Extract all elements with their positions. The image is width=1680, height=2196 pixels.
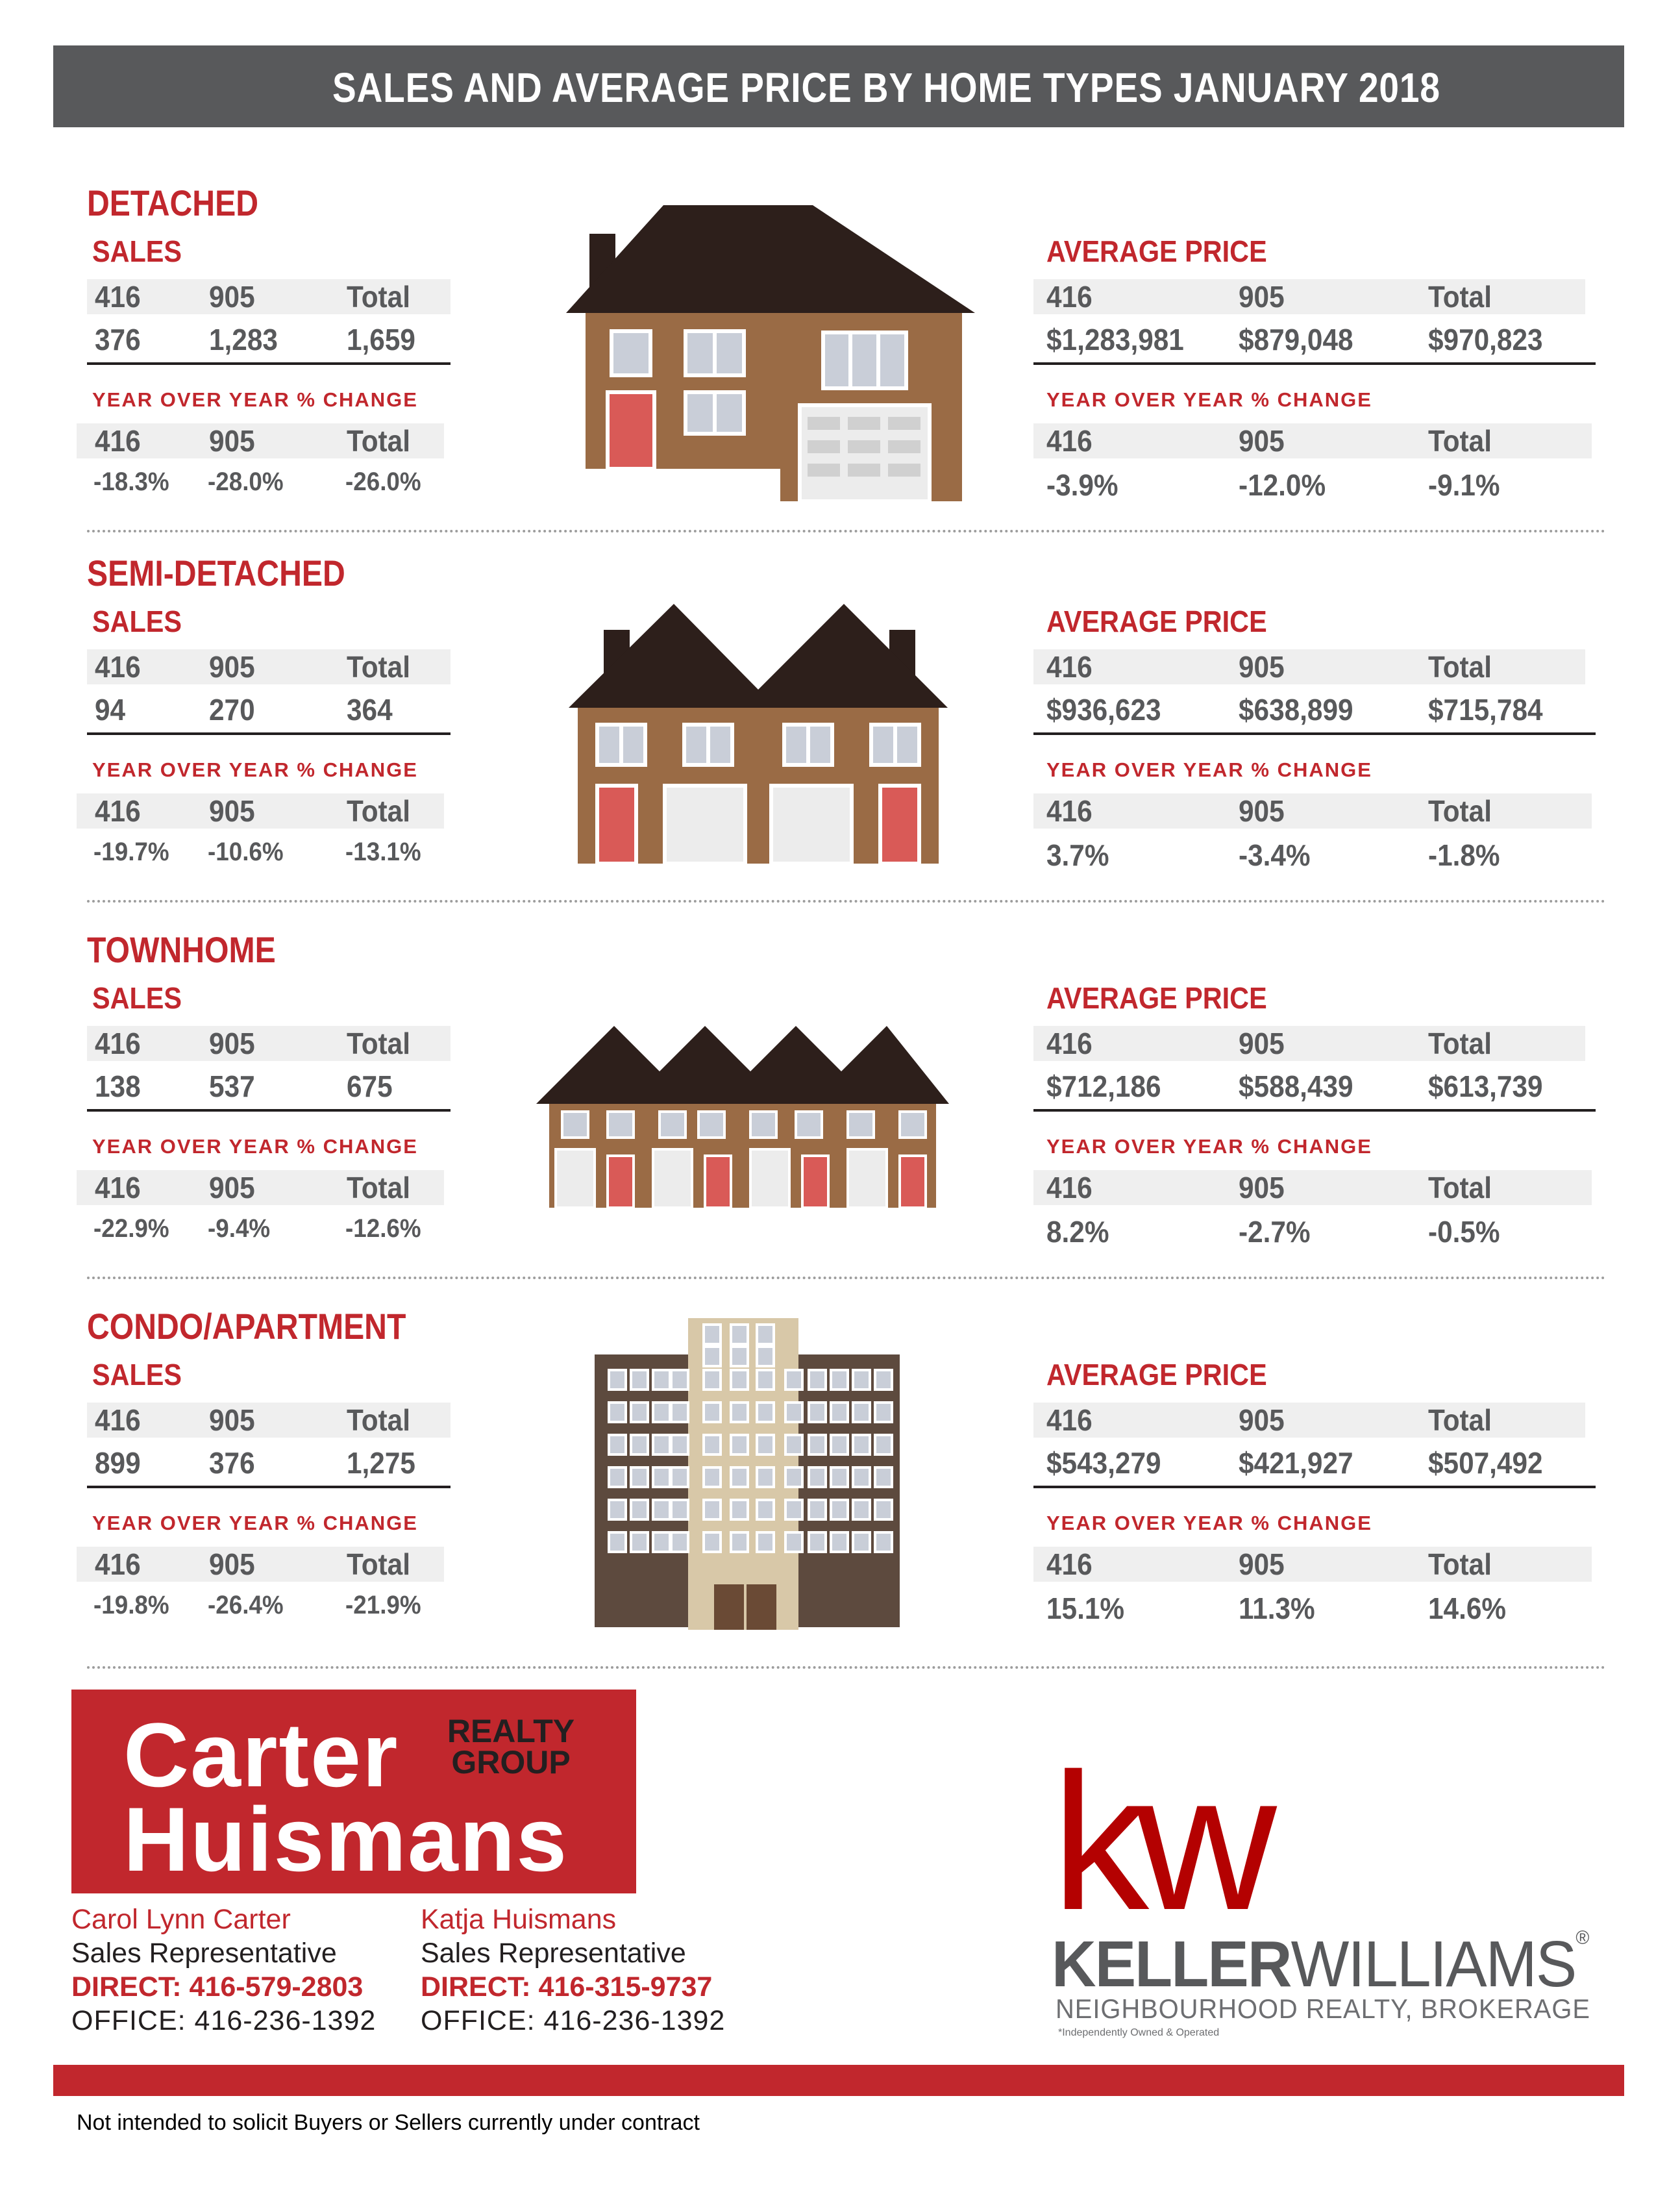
sales-value: 94 [95, 693, 126, 727]
kw-name-bold: KELLER [1052, 1928, 1291, 2001]
sales-col-header: Total [347, 650, 410, 684]
window [671, 1435, 688, 1454]
sales-yoy-col-header: Total [347, 1547, 410, 1581]
window [609, 1403, 626, 1422]
agent-carter [71, 1903, 376, 2038]
window [653, 1370, 670, 1390]
price-yoy-label: YEAR OVER YEAR % CHANGE [1046, 758, 1372, 781]
price-yoy-header-band [1033, 793, 1592, 829]
price-col-header: 416 [1046, 1027, 1093, 1060]
sales-value: 376 [95, 323, 141, 356]
window [831, 1500, 848, 1519]
sales-value: 675 [347, 1069, 393, 1103]
window [853, 1403, 870, 1422]
window [757, 1467, 774, 1487]
window [831, 1435, 848, 1454]
window [731, 1347, 748, 1366]
price-yoy-col-header: 416 [1046, 424, 1093, 458]
price-yoy-col-header: Total [1428, 1171, 1492, 1204]
price-col-header: Total [1428, 650, 1492, 684]
detached-house-illustration [566, 203, 975, 501]
agent-role: Sales Representative [421, 1938, 686, 1969]
window [853, 1532, 870, 1552]
price-yoy-col-header: Total [1428, 1547, 1492, 1581]
window [831, 1532, 848, 1552]
sales-label: SALES [92, 1358, 182, 1391]
price-yoy-label: YEAR OVER YEAR % CHANGE [1046, 388, 1372, 411]
window [875, 1500, 892, 1519]
window [653, 1403, 670, 1422]
average-price-label: AVERAGE PRICE [1046, 981, 1267, 1015]
price-header-band [1033, 279, 1585, 314]
price-yoy-col-header: 905 [1239, 794, 1285, 828]
sales-col-header: 905 [209, 1403, 255, 1437]
agent-huismans [421, 1903, 725, 2038]
agent-office-phone[interactable]: OFFICE: 416-236-1392 [71, 2005, 377, 2036]
sales-yoy-col-header: 905 [209, 1171, 255, 1204]
home-type-title: SEMI-DETACHED [87, 553, 345, 593]
sales-yoy-value: -9.4% [208, 1214, 271, 1243]
price-col-header: 416 [1046, 280, 1093, 314]
price-yoy-value: -2.7% [1239, 1215, 1311, 1249]
window [731, 1325, 748, 1344]
price-yoy-value: -3.9% [1046, 468, 1118, 502]
window [671, 1467, 688, 1487]
window [785, 1532, 802, 1552]
window [809, 1467, 826, 1487]
sales-value: 1,275 [347, 1446, 415, 1480]
disclaimer: Not intended to solicit Buyers or Sellers currently under contract [77, 2110, 700, 2135]
sales-yoy-value: -19.8% [93, 1591, 169, 1619]
price-rule [1033, 732, 1596, 735]
agent-direct-phone[interactable]: DIRECT: 416-579-2803 [71, 1971, 364, 2003]
sales-value: 270 [209, 693, 255, 727]
window [785, 1435, 802, 1454]
window [785, 1500, 802, 1519]
kw-name-light: WILLIAMS [1291, 1928, 1576, 2001]
price-yoy-value: -3.4% [1239, 838, 1311, 872]
price-yoy-header-band [1033, 1547, 1592, 1582]
average-price-value: $613,739 [1428, 1069, 1543, 1103]
window [609, 1467, 626, 1487]
window [757, 1435, 774, 1454]
window [631, 1500, 648, 1519]
average-price-label: AVERAGE PRICE [1046, 234, 1267, 268]
sales-yoy-col-header: 905 [209, 794, 255, 828]
price-col-header: 905 [1239, 1027, 1285, 1060]
price-header-band [1033, 1026, 1585, 1061]
window [785, 1467, 802, 1487]
price-col-header: 905 [1239, 650, 1285, 684]
sales-yoy-col-header: Total [347, 424, 410, 458]
price-rule [1033, 1109, 1596, 1112]
agent-office-phone[interactable]: OFFICE: 416-236-1392 [421, 2005, 726, 2036]
agent-role: Sales Representative [71, 1938, 337, 1969]
sales-rule [87, 1109, 451, 1112]
section-divider [87, 1277, 1606, 1279]
agent-name: Katja Huismans [421, 1904, 617, 1935]
sales-value: 138 [95, 1069, 141, 1103]
price-yoy-value: 11.3% [1239, 1591, 1315, 1625]
window [757, 1403, 774, 1422]
window [731, 1435, 748, 1454]
average-price-label: AVERAGE PRICE [1046, 605, 1267, 638]
price-yoy-label: YEAR OVER YEAR % CHANGE [1046, 1135, 1372, 1158]
window [653, 1435, 670, 1454]
window [704, 1370, 721, 1390]
sales-label: SALES [92, 981, 182, 1015]
price-yoy-value: 15.1% [1046, 1591, 1125, 1625]
average-price-value: $936,623 [1046, 693, 1161, 727]
window [757, 1347, 774, 1366]
average-price-value: $970,823 [1428, 323, 1543, 356]
price-yoy-label: YEAR OVER YEAR % CHANGE [1046, 1512, 1372, 1534]
window [704, 1347, 721, 1366]
window [831, 1370, 848, 1390]
kw-registered: ® [1575, 1927, 1588, 1949]
price-yoy-col-header: Total [1428, 424, 1492, 458]
price-col-header: Total [1428, 280, 1492, 314]
sales-yoy-value: -18.3% [93, 468, 169, 496]
kw-mark-text: kw [1052, 1760, 1264, 1928]
sales-yoy-value: -28.0% [208, 468, 284, 496]
sales-yoy-col-header: 905 [209, 1547, 255, 1581]
window [731, 1500, 748, 1519]
section-divider [87, 900, 1606, 903]
agent-direct-phone[interactable]: DIRECT: 416-315-9737 [421, 1971, 713, 2003]
sales-value: 364 [347, 693, 393, 727]
window [631, 1370, 648, 1390]
title-bar [53, 45, 1624, 127]
sales-value: 537 [209, 1069, 255, 1103]
window [653, 1467, 670, 1487]
price-col-header: 905 [1239, 1403, 1285, 1437]
price-rule [1033, 1486, 1596, 1488]
price-col-header: 416 [1046, 1403, 1093, 1437]
sales-yoy-value: -22.9% [93, 1214, 169, 1243]
sales-yoy-col-header: 905 [209, 424, 255, 458]
kw-brokerage: NEIGHBOURHOOD REALTY, BROKERAGE [1056, 1993, 1590, 2024]
price-yoy-col-header: Total [1428, 794, 1492, 828]
average-price-value: $543,279 [1046, 1446, 1161, 1480]
window [809, 1403, 826, 1422]
window [704, 1467, 721, 1487]
price-yoy-col-header: 416 [1046, 1171, 1093, 1204]
window [609, 1435, 626, 1454]
window [757, 1370, 774, 1390]
window [731, 1532, 748, 1552]
sales-yoy-label: YEAR OVER YEAR % CHANGE [92, 1135, 418, 1158]
sales-col-header: Total [347, 280, 410, 314]
sales-value: 899 [95, 1446, 141, 1480]
sales-value: 1,283 [209, 323, 278, 356]
window [853, 1370, 870, 1390]
window [631, 1403, 648, 1422]
sales-label: SALES [92, 234, 182, 268]
sales-yoy-label: YEAR OVER YEAR % CHANGE [92, 758, 418, 781]
window [875, 1532, 892, 1552]
logo-huismans: Huismans [123, 1788, 569, 1890]
average-price-value: $507,492 [1428, 1446, 1543, 1480]
price-yoy-value: 3.7% [1046, 838, 1109, 872]
sales-yoy-label: YEAR OVER YEAR % CHANGE [92, 388, 418, 411]
window [671, 1370, 688, 1390]
window [757, 1532, 774, 1552]
window [653, 1532, 670, 1552]
sales-yoy-label: YEAR OVER YEAR % CHANGE [92, 1512, 418, 1534]
window [853, 1500, 870, 1519]
price-yoy-col-header: 905 [1239, 1547, 1285, 1581]
sales-value: 1,659 [347, 323, 415, 356]
sales-yoy-value: -19.7% [93, 838, 169, 866]
price-yoy-header-band [1033, 1170, 1592, 1205]
price-yoy-value: 8.2% [1046, 1215, 1109, 1249]
window [809, 1370, 826, 1390]
window [671, 1532, 688, 1552]
sales-yoy-value: -12.6% [345, 1214, 421, 1243]
sales-yoy-value: -26.0% [345, 468, 421, 496]
price-rule [1033, 362, 1596, 365]
kw-independently-owned: *Independently Owned & Operated [1058, 2027, 1220, 2038]
window [875, 1467, 892, 1487]
window [809, 1500, 826, 1519]
sales-value: 376 [209, 1446, 255, 1480]
average-price-value: $421,927 [1239, 1446, 1353, 1480]
window [631, 1435, 648, 1454]
page-title: SALES AND AVERAGE PRICE BY HOME TYPES JANUARY 2018 [332, 64, 1440, 111]
window [731, 1467, 748, 1487]
window [875, 1435, 892, 1454]
semi-detached-house-illustration [569, 597, 948, 864]
sales-col-header: 416 [95, 1403, 141, 1437]
price-col-header: Total [1428, 1403, 1492, 1437]
window [875, 1403, 892, 1422]
sales-yoy-value: -21.9% [345, 1591, 421, 1619]
average-price-value: $1,283,981 [1046, 323, 1184, 356]
logo-carter: Carter [123, 1704, 399, 1806]
window [757, 1500, 774, 1519]
average-price-value: $879,048 [1239, 323, 1353, 356]
sales-col-header: 416 [95, 280, 141, 314]
sales-yoy-col-header: 416 [95, 1171, 141, 1204]
average-price-value: $715,784 [1428, 693, 1543, 727]
window [731, 1403, 748, 1422]
window [704, 1435, 721, 1454]
window [609, 1500, 626, 1519]
sales-col-header: 905 [209, 1027, 255, 1060]
sales-col-header: 416 [95, 1027, 141, 1060]
average-price-value: $712,186 [1046, 1069, 1161, 1103]
window [704, 1403, 721, 1422]
price-header-band [1033, 649, 1585, 684]
section-divider [87, 530, 1606, 532]
average-price-value: $638,899 [1239, 693, 1353, 727]
average-price-label: AVERAGE PRICE [1046, 1358, 1267, 1391]
price-yoy-col-header: 416 [1046, 1547, 1093, 1581]
footer-bar [53, 2065, 1624, 2096]
window [785, 1370, 802, 1390]
home-type-title: DETACHED [87, 182, 258, 223]
window [671, 1500, 688, 1519]
sales-yoy-col-header: 416 [95, 424, 141, 458]
price-yoy-header-band [1033, 423, 1592, 458]
window [653, 1500, 670, 1519]
window [831, 1467, 848, 1487]
sales-yoy-col-header: Total [347, 794, 410, 828]
price-yoy-value: -0.5% [1428, 1215, 1500, 1249]
sales-yoy-col-header: Total [347, 1171, 410, 1204]
sales-rule [87, 362, 451, 365]
window [853, 1467, 870, 1487]
window [853, 1435, 870, 1454]
price-yoy-col-header: 416 [1046, 794, 1093, 828]
logo-realty: REALTY [447, 1713, 575, 1749]
sales-yoy-col-header: 416 [95, 1547, 141, 1581]
sales-yoy-col-header: 416 [95, 794, 141, 828]
sales-col-header: 905 [209, 280, 255, 314]
price-yoy-value: -12.0% [1239, 468, 1326, 502]
price-yoy-col-header: 905 [1239, 424, 1285, 458]
price-yoy-col-header: 905 [1239, 1171, 1285, 1204]
sales-col-header: Total [347, 1403, 410, 1437]
window [809, 1532, 826, 1552]
average-price-value: $588,439 [1239, 1069, 1353, 1103]
price-yoy-value: 14.6% [1428, 1591, 1507, 1625]
window [609, 1532, 626, 1552]
sales-col-header: Total [347, 1027, 410, 1060]
window [609, 1370, 626, 1390]
logo-group: GROUP [451, 1744, 571, 1780]
price-yoy-value: -1.8% [1428, 838, 1500, 872]
window [704, 1325, 721, 1344]
sales-rule [87, 1486, 451, 1488]
window [875, 1370, 892, 1390]
window [704, 1500, 721, 1519]
price-col-header: Total [1428, 1027, 1492, 1060]
logo-realty-group [430, 1713, 592, 1780]
townhome-illustration [536, 1019, 949, 1208]
price-col-header: 905 [1239, 280, 1285, 314]
sales-rule [87, 732, 451, 735]
window [809, 1435, 826, 1454]
window [757, 1325, 774, 1344]
price-yoy-value: -9.1% [1428, 468, 1500, 502]
sales-col-header: 905 [209, 650, 255, 684]
section-divider [87, 1666, 1606, 1669]
window [731, 1370, 748, 1390]
sales-yoy-value: -26.4% [208, 1591, 284, 1619]
home-type-title: CONDO/APARTMENT [87, 1306, 406, 1347]
kw-logo-mark [1052, 1760, 1298, 1928]
window [704, 1532, 721, 1552]
carter-huismans-logo [71, 1690, 636, 1893]
price-col-header: 416 [1046, 650, 1093, 684]
price-header-band [1033, 1403, 1585, 1438]
window [631, 1532, 648, 1552]
agent-name: Carol Lynn Carter [71, 1904, 291, 1935]
window [671, 1403, 688, 1422]
window [831, 1403, 848, 1422]
home-type-title: TOWNHOME [87, 929, 276, 970]
window [631, 1467, 648, 1487]
window [785, 1403, 802, 1422]
condo-apartment-illustration [595, 1318, 900, 1630]
sales-label: SALES [92, 605, 182, 638]
sales-yoy-value: -10.6% [208, 838, 284, 866]
sales-yoy-value: -13.1% [345, 838, 421, 866]
keller-williams-wordmark [1052, 1927, 1588, 2002]
sales-col-header: 416 [95, 650, 141, 684]
